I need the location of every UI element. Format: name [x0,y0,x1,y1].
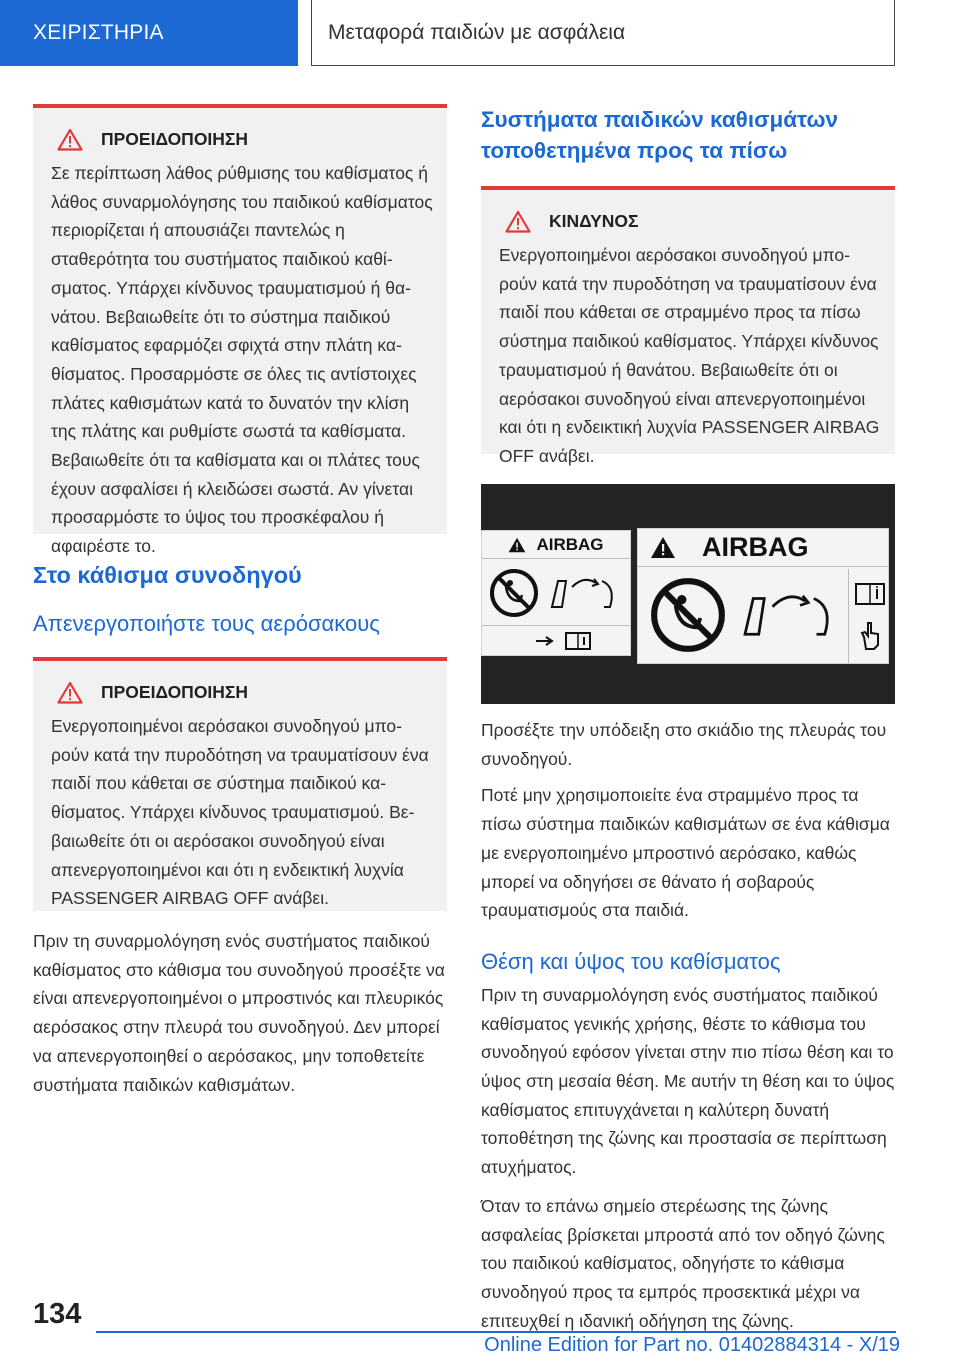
warning-triangle-icon [57,128,83,151]
warning-triangle-icon [508,537,526,553]
airbag-label-small [481,530,631,656]
warning-title: ΠΡΟΕΙΔΟΠΟΙΗΣΗ [101,682,249,702]
no-rear-facing-seat-icon [648,575,728,655]
warning-text: Σε περίπτωση λάθος ρύθμισης του καθίσματος ή λάθος συναρμολόγησης του παιδικού καθίσματος περιορίζεται ή απουσιάζει παντελώς η σταθερότητα του συστήματος παιδικού καθίσματος. Υπάρχει κίνδυνος τραυματισμού ή θανάτου. Βεβαιωθείτε ότι το σύστημα παιδικού καθίσματος εφαρμόζει σφιχτά στην πλάτη καθίσματος. Προσαρμόστε σε όλες τις αντίστοιχες πλάτες καθισμάτων κατά το δυνατόν την κλίση της πλάτης και ρυθμίστε σωστά τα καθίσματα. Βεβαιωθείτε ότι τα καθίσματα και οι πλάτες τους έχουν ασφαλίσει ή κλειδώσει σωστά. Αν γίνεται προσαρμόστε το ύψος του προσκέφαλου ή αφαιρέστε το. [51,163,433,557]
right-column [481,104,895,1335]
body-paragraph: Πριν τη συναρμολόγηση ενός συστήματος παιδικού καθίσματος στο κάθισμα του συνοδηγού προσέξτε να είναι απενεργοποιημένοι ο μπροστινός και πλευρικός αερόσακος στην πλευρά του συνοδηγού. Δεν μπορεί να απενεργοποιηθεί ο αερόσακος, μην τοποθετείτε συστήματα παιδικών καθισμάτων. [33,931,445,1095]
warning-text: Ενεργοποιημένοι αερόσακοι συνοδηγού μπορούν κατά την πυροδότηση να τραυματίσουν ένα παιδί που κάθεται σε σύστημα παιδικού καθίσματος. Υπάρχει κίνδυνος τραυματισμού. Βεβαιωθείτε ότι οι αερόσακοι συνοδηγού είναι απενεργοποιημένοι και ότι η ενδεικτική λυχνία PASSENGER AIRBAG OFF ανάβει. [51,716,429,909]
warning-title-row [51,681,433,704]
footer-edition: Online Edition for Part no. 01402884314 - X/19 [484,1334,900,1356]
danger-title-row [499,210,881,233]
manual-book-icon [854,581,886,607]
left-column [33,104,447,1099]
danger-title: ΚΙΝΔΥΝΟΣ [549,211,639,231]
subsection-heading: Απενεργοποιήστε τους αερόσακους [33,611,380,636]
warning-box [33,657,447,911]
page-header [0,0,960,66]
pointing-hand-icon [856,619,884,653]
footer-rule [96,1331,896,1333]
warning-triangle-icon [505,210,531,233]
body-paragraph: Ποτέ μην χρησιμοποιείτε ένα στραμμένο προς τα πίσω σύστημα παιδικών καθισμάτων σε ένα κάθισμα με ενεργοποιημένο μπροστινό αερόσακο, καθώς μπορεί να οδηγήσει σε θάνατο ή σοβαρούς τραυματισμούς στα παιδιά. [481,785,890,921]
warning-triangle-icon [57,681,83,704]
no-rear-facing-seat-icon [488,567,540,619]
airbag-warning-labels-photo [481,484,895,704]
danger-box [481,186,895,466]
chapter-title: Μεταφορά παιδιών με ασφάλεια [311,0,895,66]
warning-box [33,104,447,557]
section-heading: Συστήματα παιδικών καθισμάτων τοποθετημένα προς τα πίσω [481,107,838,163]
section-tab[interactable]: ΧΕΙΡΙΣΤΗΡΙΑ [0,0,298,66]
section-heading: Στο κάθισμα συνοδηγού [33,562,302,588]
danger-text: Ενεργοποιημένοι αερόσακοι συνοδηγού μπορούν κατά την πυροδότηση να τραυματίσουν ένα παιδί που κάθεται σε στραμμένο προς τα πίσω σύστημα παιδικού καθίσματος. Υπάρχει κίνδυνος τραυματισμού ή θανάτου. Βεβαιωθείτε ότι οι αερόσακοι συνοδηγού είναι απενεργοποιημένοι και ότι η ενδεικτική λυχνία PASSENGER AIRBAG OFF ανάβει. [499,245,880,466]
airbag-label-large [637,528,889,664]
page-number: 134 [33,1298,82,1330]
airbag-label-text: AIRBAG [702,532,809,562]
body-paragraph: Προσέξτε την υπόδειξη στο σκιάδιο της πλευράς του συνοδηγού. [481,720,887,769]
airbag-deploy-icon [734,575,844,655]
warning-title-row [51,128,433,151]
body-paragraph: Όταν το επάνω σημείο στερέωσης της ζώνης ασφαλείας βρίσκεται μπροστά από τον οδηγό ζώνης του παιδικού καθίσματος, οδηγήστε το κάθισμα συνοδηγού προς τα εμπρός προσεκτικά μέχρι να επιτευχθεί η ιδανική οδήγηση της ζώνης. [481,1195,885,1331]
warning-title: ΠΡΟΕΙΔΟΠΟΙΗΣΗ [101,129,249,149]
airbag-deploy-icon [544,567,624,619]
airbag-label-text: AIRBAG [536,534,604,554]
body-paragraph: Πριν τη συναρμολόγηση ενός συστήματος παιδικού καθίσματος γενικής χρήσης, θέστε το κάθισμα του συνοδηγού εφόσον γίνεται στην πιο πίσω θέση και το ύψος στη μεσαία θέση. Με αυτήν τη θέση και το ύψος καθίσματος επιτυγχάνεται η καλύτερη δυνατή τοποθέτηση της ζώνης και προστασία σε περίπτωση ατυχήματος. [481,984,895,1178]
subsection-heading: Θέση και ύψος του καθίσματος [481,948,781,974]
warning-triangle-icon [650,536,676,559]
pointing-hand-book-icon [532,629,602,653]
